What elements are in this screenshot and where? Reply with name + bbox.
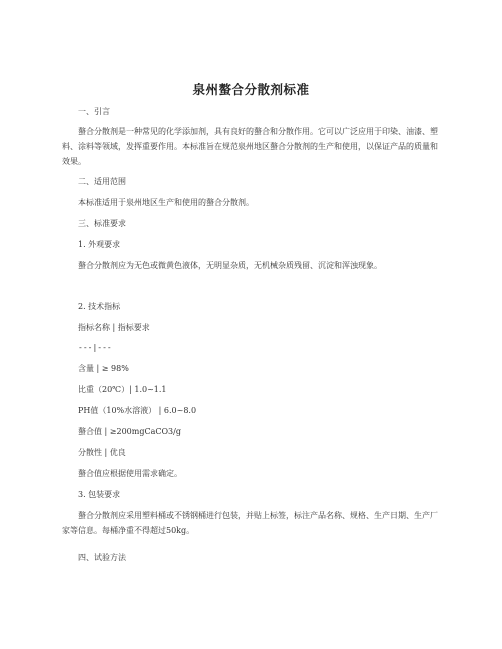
subheading-packaging: 3. 包装要求: [78, 490, 121, 499]
introduction-paragraph: 螯合分散剂是一种常见的化学添加剂，具有良好的螯合和分散作用。它可以广泛应用于印染、油漆、塑料、涂料等领域，发挥重要作用。本标准旨在规范泉州地区螯合分散剂的生产和使用，以保证产品的质量和效果。: [62, 127, 438, 166]
section-heading-introduction: 一、引言: [78, 107, 110, 116]
table-row-dispersibility: 分散性 | 优良: [78, 448, 126, 457]
table-row-ph: PH值（10%水溶液） | 6.0~8.0: [78, 406, 197, 415]
chelation-note: 螯合值应根据使用需求确定。: [78, 469, 182, 478]
table-row-chelation-value: 螯合值 | ≥200mgCaCO3/g: [78, 427, 181, 436]
subheading-appearance: 1. 外观要求: [78, 240, 121, 249]
section-heading-scope: 二、适用范围: [78, 177, 126, 186]
subheading-technical-indicators: 2. 技术指标: [78, 302, 121, 311]
table-row-content: 含量 | ≥ 98%: [78, 364, 129, 373]
section-heading-requirements: 三、标准要求: [78, 219, 126, 228]
table-header-row: 指标名称 | 指标要求: [78, 323, 150, 332]
document-title: 泉州螯合分散剂标准: [192, 82, 310, 97]
table-row-specific-gravity: 比重（20℃）| 1.0~1.1: [78, 385, 167, 394]
packaging-paragraph: 螯合分散剂应采用塑料桶或不锈钢桶进行包装，并贴上标签，标注产品名称、规格、生产日期、生产厂家等信息。每桶净重不得超过50kg。: [62, 511, 438, 535]
appearance-paragraph: 螯合分散剂应为无色或微黄色液体，无明显杂质，无机械杂质残留、沉淀和浑浊现象。: [78, 261, 382, 270]
table-separator-row: ---|---: [78, 343, 112, 352]
section-heading-test-methods: 四、试验方法: [78, 553, 126, 562]
scope-paragraph: 本标准适用于泉州地区生产和使用的螯合分散剂。: [78, 198, 254, 207]
